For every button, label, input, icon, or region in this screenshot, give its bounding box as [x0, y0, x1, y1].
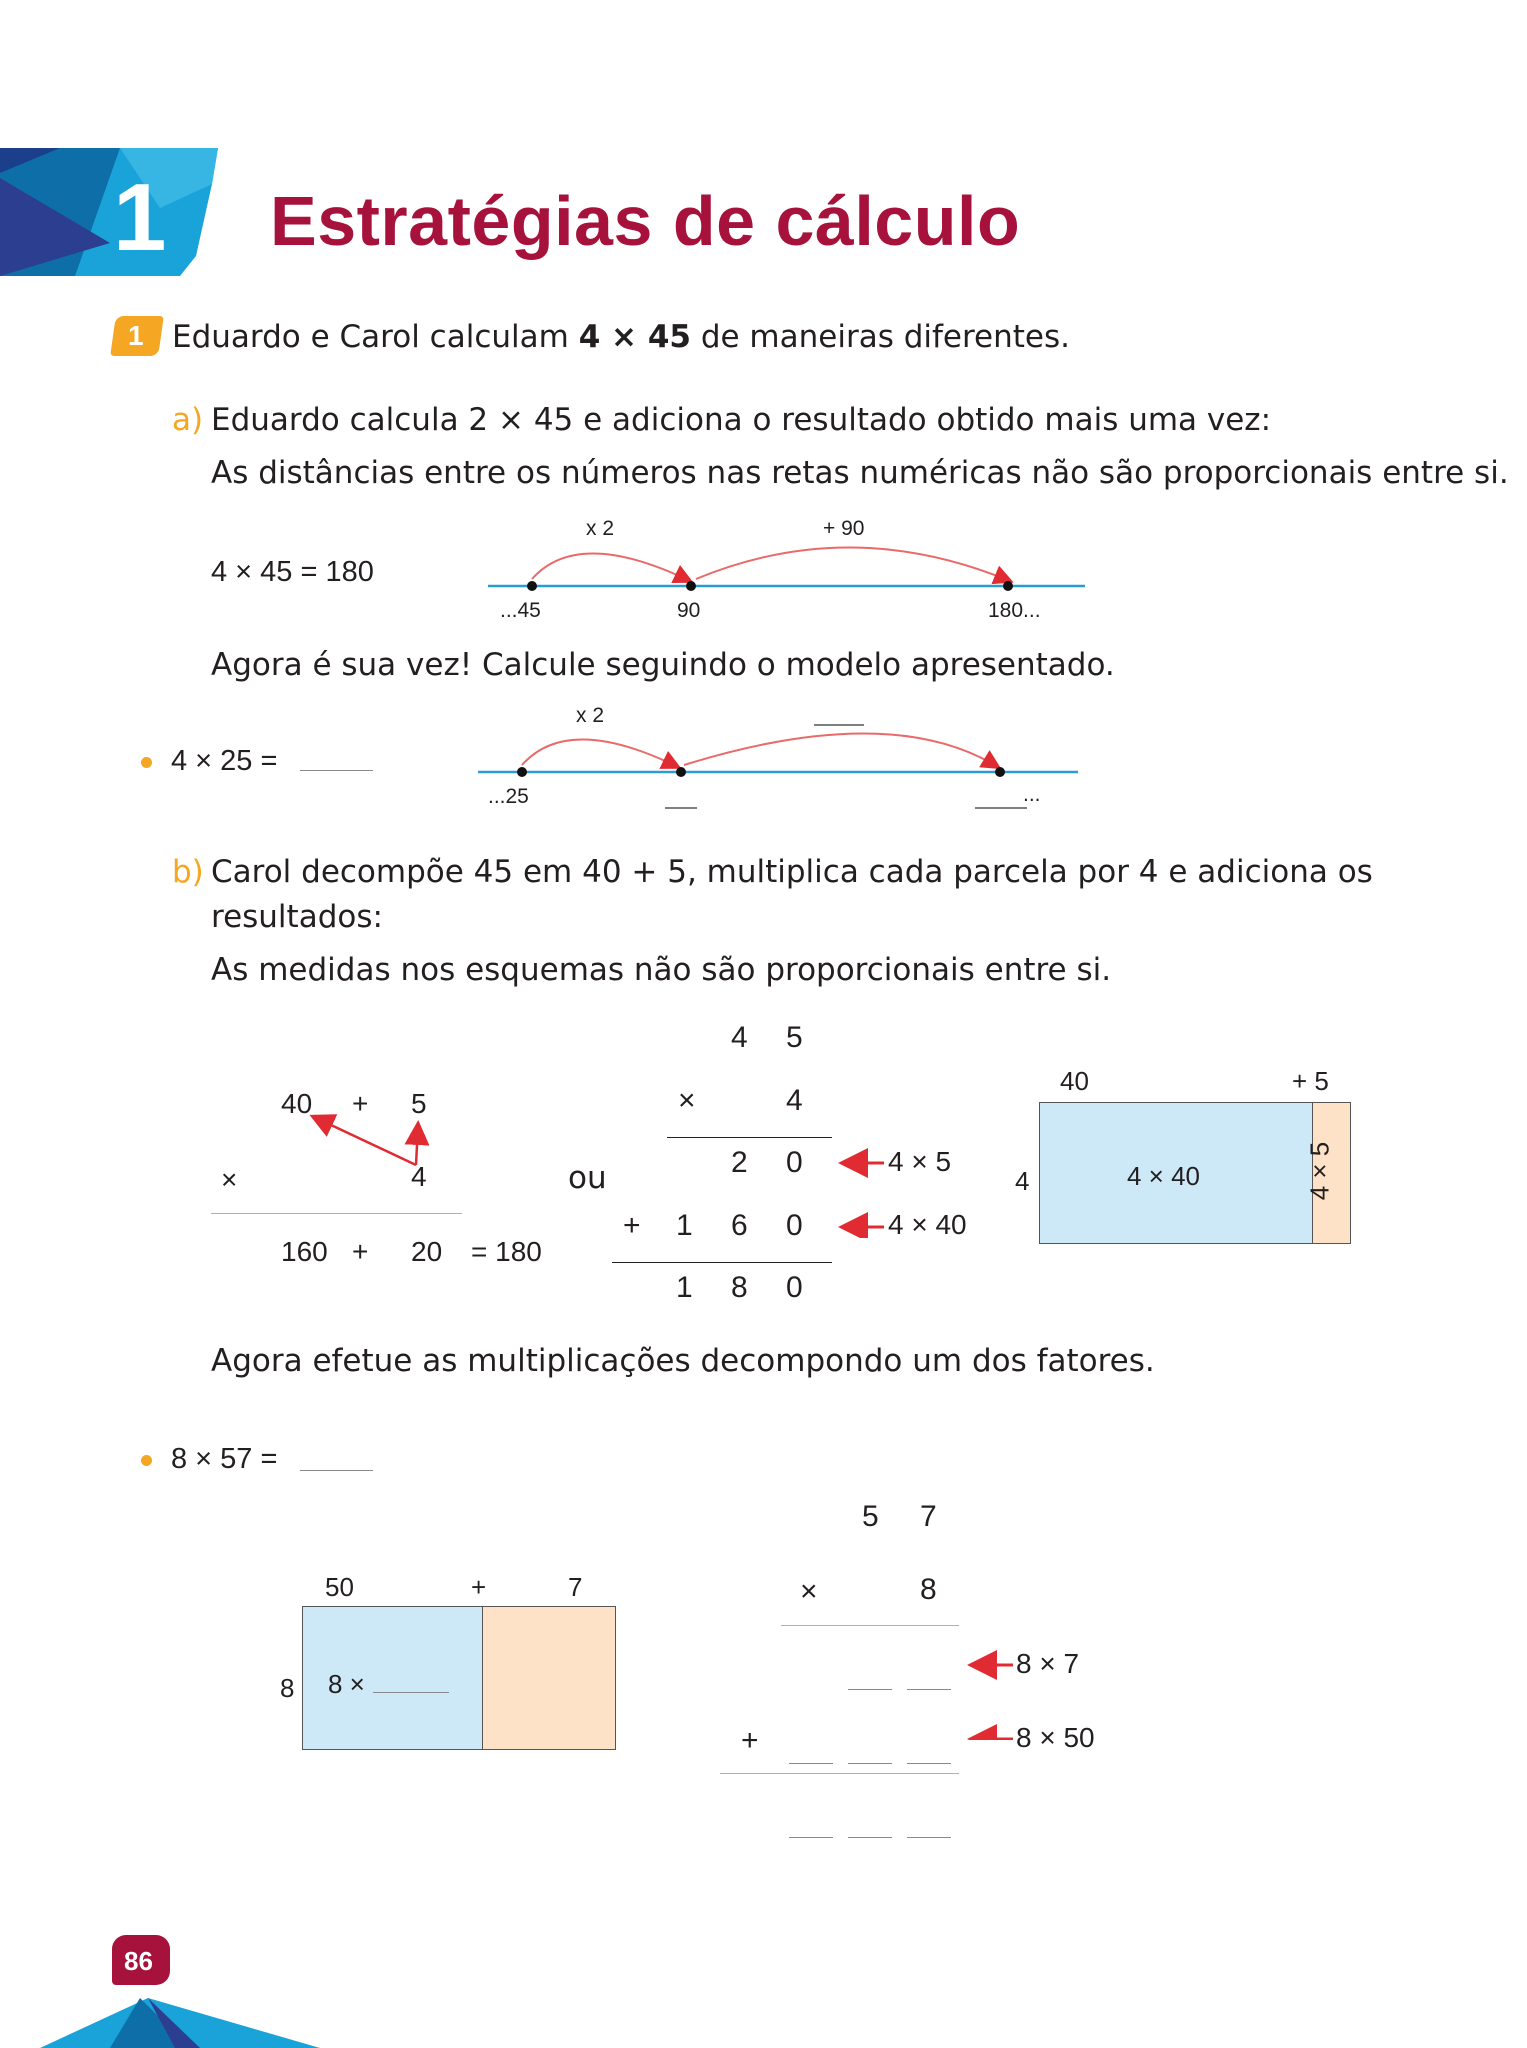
alg-times: ×	[678, 1084, 696, 1117]
answer-blank-8x57[interactable]	[300, 1470, 373, 1471]
alg2-r1-d1: 5	[862, 1500, 879, 1533]
part-a-line1: Eduardo calcula 2 × 45 e adiciona o resultado obtido mais uma vez:	[211, 402, 1272, 438]
exercise-8x57-label: 8 × 57 =	[171, 1443, 278, 1475]
part-b-letter: b)	[172, 854, 204, 890]
exercise-intro	[172, 319, 1070, 355]
alg2-r1-d2: 7	[920, 1500, 937, 1533]
nl2-label-start: ...25	[488, 785, 529, 808]
number-line-exercise	[470, 695, 1090, 825]
alg2-r2: 8	[920, 1573, 937, 1606]
page-number: 86	[124, 1946, 153, 1976]
alg2-res-blank2[interactable]	[848, 1837, 892, 1838]
area2-plus: +	[471, 1572, 487, 1602]
bullet	[141, 1455, 152, 1466]
alg2-note1: 8 × 7	[1016, 1648, 1080, 1679]
alg-res-d3: 0	[786, 1271, 803, 1304]
decomp-top-right: 5	[411, 1088, 427, 1119]
answer-blank-4x25[interactable]	[300, 770, 373, 771]
area2-cell-label: 8 ×	[328, 1669, 365, 1699]
nl2-end-suffix: ...	[1023, 783, 1041, 806]
area2-top-right: 7	[568, 1572, 583, 1602]
alg-note1: 4 × 5	[888, 1146, 952, 1177]
ou-label: ou	[568, 1160, 607, 1196]
part-b-line1: Carol decompõe 45 em 40 + 5, multiplica cada parcela por 4 e adiciona os	[211, 854, 1373, 890]
intro-bold: 4 × 45	[578, 319, 691, 355]
area2-small-cell[interactable]	[482, 1606, 616, 1750]
alg-note2: 4 × 40	[888, 1209, 967, 1240]
alg-line2	[612, 1262, 832, 1263]
area1-side: 4	[1015, 1166, 1030, 1196]
intro-post: de maneiras diferentes.	[690, 319, 1070, 355]
nl1-label-end: 180...	[988, 599, 1041, 622]
example-equation: 4 × 45 = 180	[211, 556, 374, 588]
alg2-line2	[720, 1773, 959, 1774]
area2-top-left: 50	[325, 1572, 354, 1602]
decomp-factor: 4	[411, 1161, 427, 1192]
nl1-arrow1-label: x 2	[586, 517, 615, 540]
alg2-line1	[781, 1625, 959, 1626]
alg-r2: 4	[786, 1084, 803, 1117]
alg2-p2-blank2[interactable]	[848, 1763, 892, 1764]
alg2-note2: 8 × 50	[1016, 1722, 1095, 1753]
bullet	[141, 757, 152, 768]
area1-big-label: 4 × 40	[1127, 1161, 1201, 1191]
page-title: Estratégias de cálculo	[270, 182, 1021, 260]
decomp-result-line	[211, 1213, 462, 1214]
part-b-line2: resultados:	[211, 899, 383, 935]
part-b-line3: As medidas nos esquemas não são proporcionais entre si.	[211, 952, 1112, 988]
nl1-label-mid: 90	[677, 599, 701, 622]
number-line-example	[480, 505, 1100, 635]
part-a-letter: a)	[172, 402, 204, 438]
alg-line1	[667, 1137, 832, 1138]
alg-p2-d1: 1	[676, 1209, 693, 1242]
alg-res-d1: 1	[676, 1271, 693, 1304]
area1-top-right: + 5	[1292, 1066, 1329, 1096]
nl2-arrow1-label: x 2	[576, 704, 605, 727]
area1-small-label: 4 × 5	[1304, 1141, 1335, 1201]
area2-side: 8	[280, 1673, 295, 1703]
alg2-p2-blank1[interactable]	[789, 1763, 833, 1764]
decomp-res-left: 160	[281, 1236, 328, 1267]
alg-r1-d2: 5	[786, 1021, 803, 1054]
alg-p1-d1: 2	[731, 1146, 748, 1179]
alg2-plus: +	[741, 1724, 759, 1757]
alg2-p1-blank2[interactable]	[907, 1689, 951, 1690]
area2-cell-blank[interactable]	[373, 1692, 449, 1693]
part-a-line2: As distâncias entre os números nas retas numéricas não são proporcionais entre si.	[211, 455, 1509, 491]
intro-pre: Eduardo e Carol calculam	[172, 319, 579, 355]
alg-p1-d2: 0	[786, 1146, 803, 1179]
nl1-label-start: ...45	[500, 599, 541, 622]
area1-top-left: 40	[1060, 1066, 1089, 1096]
decomp-equals: = 180	[471, 1236, 542, 1267]
alg2-res-blank1[interactable]	[789, 1837, 833, 1838]
nl1-arrow2-label: + 90	[823, 517, 865, 540]
alg-r1-d1: 4	[731, 1021, 748, 1054]
alg-res-d2: 8	[731, 1271, 748, 1304]
exercise-number: 1	[128, 320, 144, 351]
exercise-4x25-label: 4 × 25 =	[171, 745, 278, 777]
part-b-prompt: Agora efetue as multiplicações decompondo um dos fatores.	[211, 1343, 1155, 1379]
decomp-top-left: 40	[281, 1088, 313, 1119]
alg2-times: ×	[800, 1575, 818, 1608]
alg-p2-d3: 0	[786, 1209, 803, 1242]
alg-plus: +	[623, 1209, 641, 1242]
decomp-times: ×	[221, 1164, 238, 1195]
chapter-number: 1	[113, 164, 167, 271]
alg2-p1-blank1[interactable]	[848, 1689, 892, 1690]
alg-p2-d2: 6	[731, 1209, 748, 1242]
decomp-res-right: 20	[411, 1236, 443, 1267]
alg2-res-blank3[interactable]	[907, 1837, 951, 1838]
alg2-p2-blank3[interactable]	[907, 1763, 951, 1764]
bottom-decoration	[0, 1990, 320, 2048]
decomp-plus: +	[352, 1088, 369, 1119]
part-a-prompt: Agora é sua vez! Calcule seguindo o modelo apresentado.	[211, 647, 1115, 683]
decomp-res-plus: +	[352, 1236, 369, 1267]
